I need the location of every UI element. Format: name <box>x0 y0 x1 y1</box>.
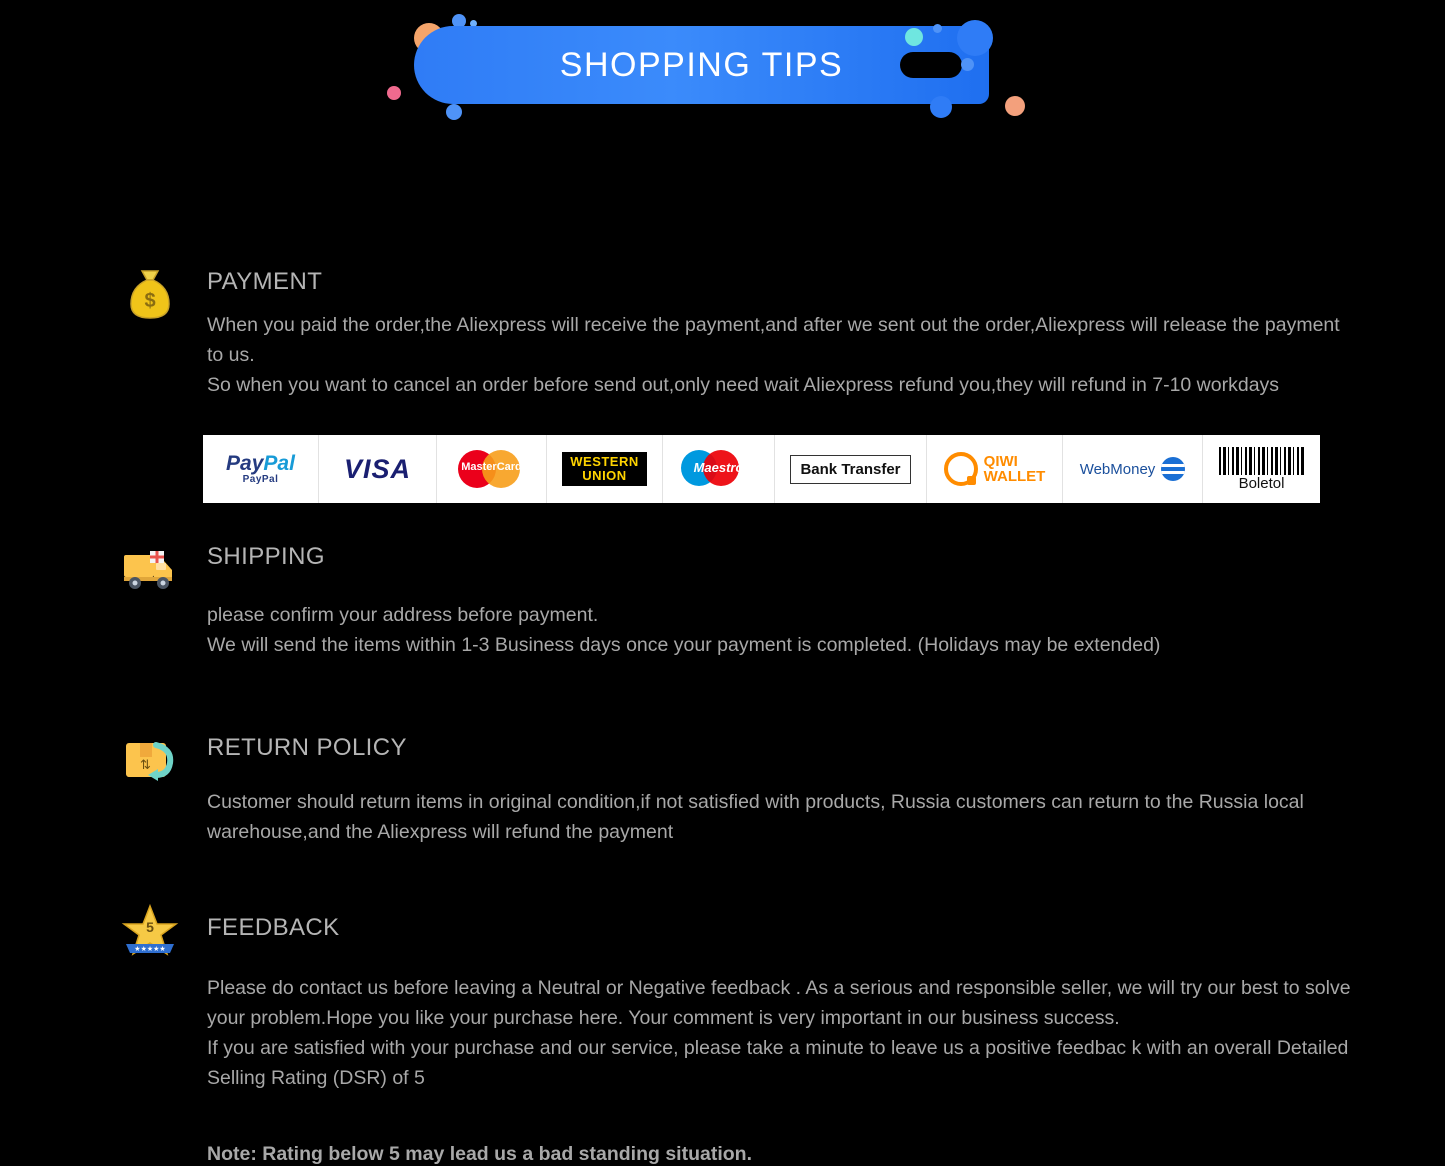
payment-method-paypal <box>203 435 319 503</box>
wu-line1: WESTERN <box>570 454 639 469</box>
feedback-line-1: Please do contact us before leaving a Neutral or Negative feedback . As a serious and responsible seller, we will try our best to solve your problem.Hope you like your purchase here. Your comment is very important in our business success. <box>207 977 1351 1029</box>
payment-line-2: So when you want to cancel an order before send out,only need wait Aliexpress refund you,they will refund in 7-10 workdays <box>207 374 1280 396</box>
mastercard-logo-text: MasterCard <box>461 461 522 473</box>
return-line-1: Customer should return items in original condition,if not satisfied with products, Russia customers can return to the Russia local warehouse,and the Aliexpress will refund the payment <box>207 791 1304 843</box>
maestro-icon <box>673 449 765 489</box>
payment-method-boleto <box>1203 435 1320 503</box>
qiwi-line1: QIWI <box>983 453 1018 470</box>
section-heading-shipping: SHIPPING <box>207 543 325 570</box>
page-title: SHOPPING TIPS <box>559 46 844 84</box>
webmoney-globe-icon <box>1161 457 1185 481</box>
svg-text:★★★★★: ★★★★★ <box>134 946 166 953</box>
svg-text:$: $ <box>144 290 156 312</box>
five-star-icon <box>120 902 180 962</box>
paypal-logo-text: PayPal <box>226 452 295 475</box>
decorative-dot <box>1005 96 1025 116</box>
section-body-feedback <box>207 973 1352 1093</box>
wu-line2: UNION <box>582 468 627 483</box>
western-union-icon <box>562 452 647 486</box>
qiwi-line2: WALLET <box>983 468 1046 485</box>
qiwi-icon <box>944 452 978 486</box>
delivery-truck-icon <box>120 539 180 599</box>
section-body-shipping <box>207 600 1352 660</box>
barcode-icon <box>1219 447 1305 475</box>
boleto-logo-text: Boletol <box>1238 474 1285 492</box>
paypal-logo-sub: PayPal <box>242 474 279 485</box>
payment-method-western-union <box>547 435 663 503</box>
payment-method-bank-transfer <box>775 435 927 503</box>
webmoney-logo-text: WebMoney <box>1079 460 1156 478</box>
feedback-note: Note: Rating below 5 may lead us a bad standing situation. <box>207 1143 752 1165</box>
section-heading-payment: PAYMENT <box>207 268 323 295</box>
section-body-return <box>207 787 1352 847</box>
decorative-dot <box>446 104 462 120</box>
svg-text:⇅: ⇅ <box>140 757 151 772</box>
shipping-line-2: We will send the items within 1-3 Business days once your payment is completed. (Holidays may be extended) <box>207 634 1161 656</box>
payment-method-mastercard <box>437 435 547 503</box>
visa-logo-text: VISA <box>343 453 412 484</box>
feedback-line-2: If you are satisfied with your purchase and our service, please take a minute to leave us a positive feedbac k with an overall Detailed Selling Rating (DSR) of 5 <box>207 1037 1349 1089</box>
payment-methods-strip <box>203 435 1320 503</box>
bank-transfer-label: Bank Transfer <box>790 455 910 484</box>
mastercard-icon <box>452 447 532 491</box>
svg-text:5: 5 <box>146 919 154 935</box>
banner <box>0 0 1445 125</box>
payment-line-1: When you paid the order,the Aliexpress will receive the payment,and after we sent out the order,Aliexpress will release the payment to us. <box>207 314 1340 366</box>
payment-method-qiwi <box>927 435 1063 503</box>
return-box-icon <box>120 729 180 789</box>
section-heading-return: RETURN POLICY <box>207 734 407 761</box>
section-heading-feedback: FEEDBACK <box>207 914 340 941</box>
maestro-logo-text: Maestro <box>693 460 744 475</box>
shipping-line-1: please confirm your address before payment. <box>207 604 599 626</box>
money-bag-icon <box>120 265 180 325</box>
section-body-payment <box>207 310 1352 400</box>
decorative-dot <box>387 86 401 100</box>
payment-method-maestro <box>663 435 775 503</box>
payment-method-webmoney <box>1063 435 1203 503</box>
payment-method-visa <box>319 435 437 503</box>
